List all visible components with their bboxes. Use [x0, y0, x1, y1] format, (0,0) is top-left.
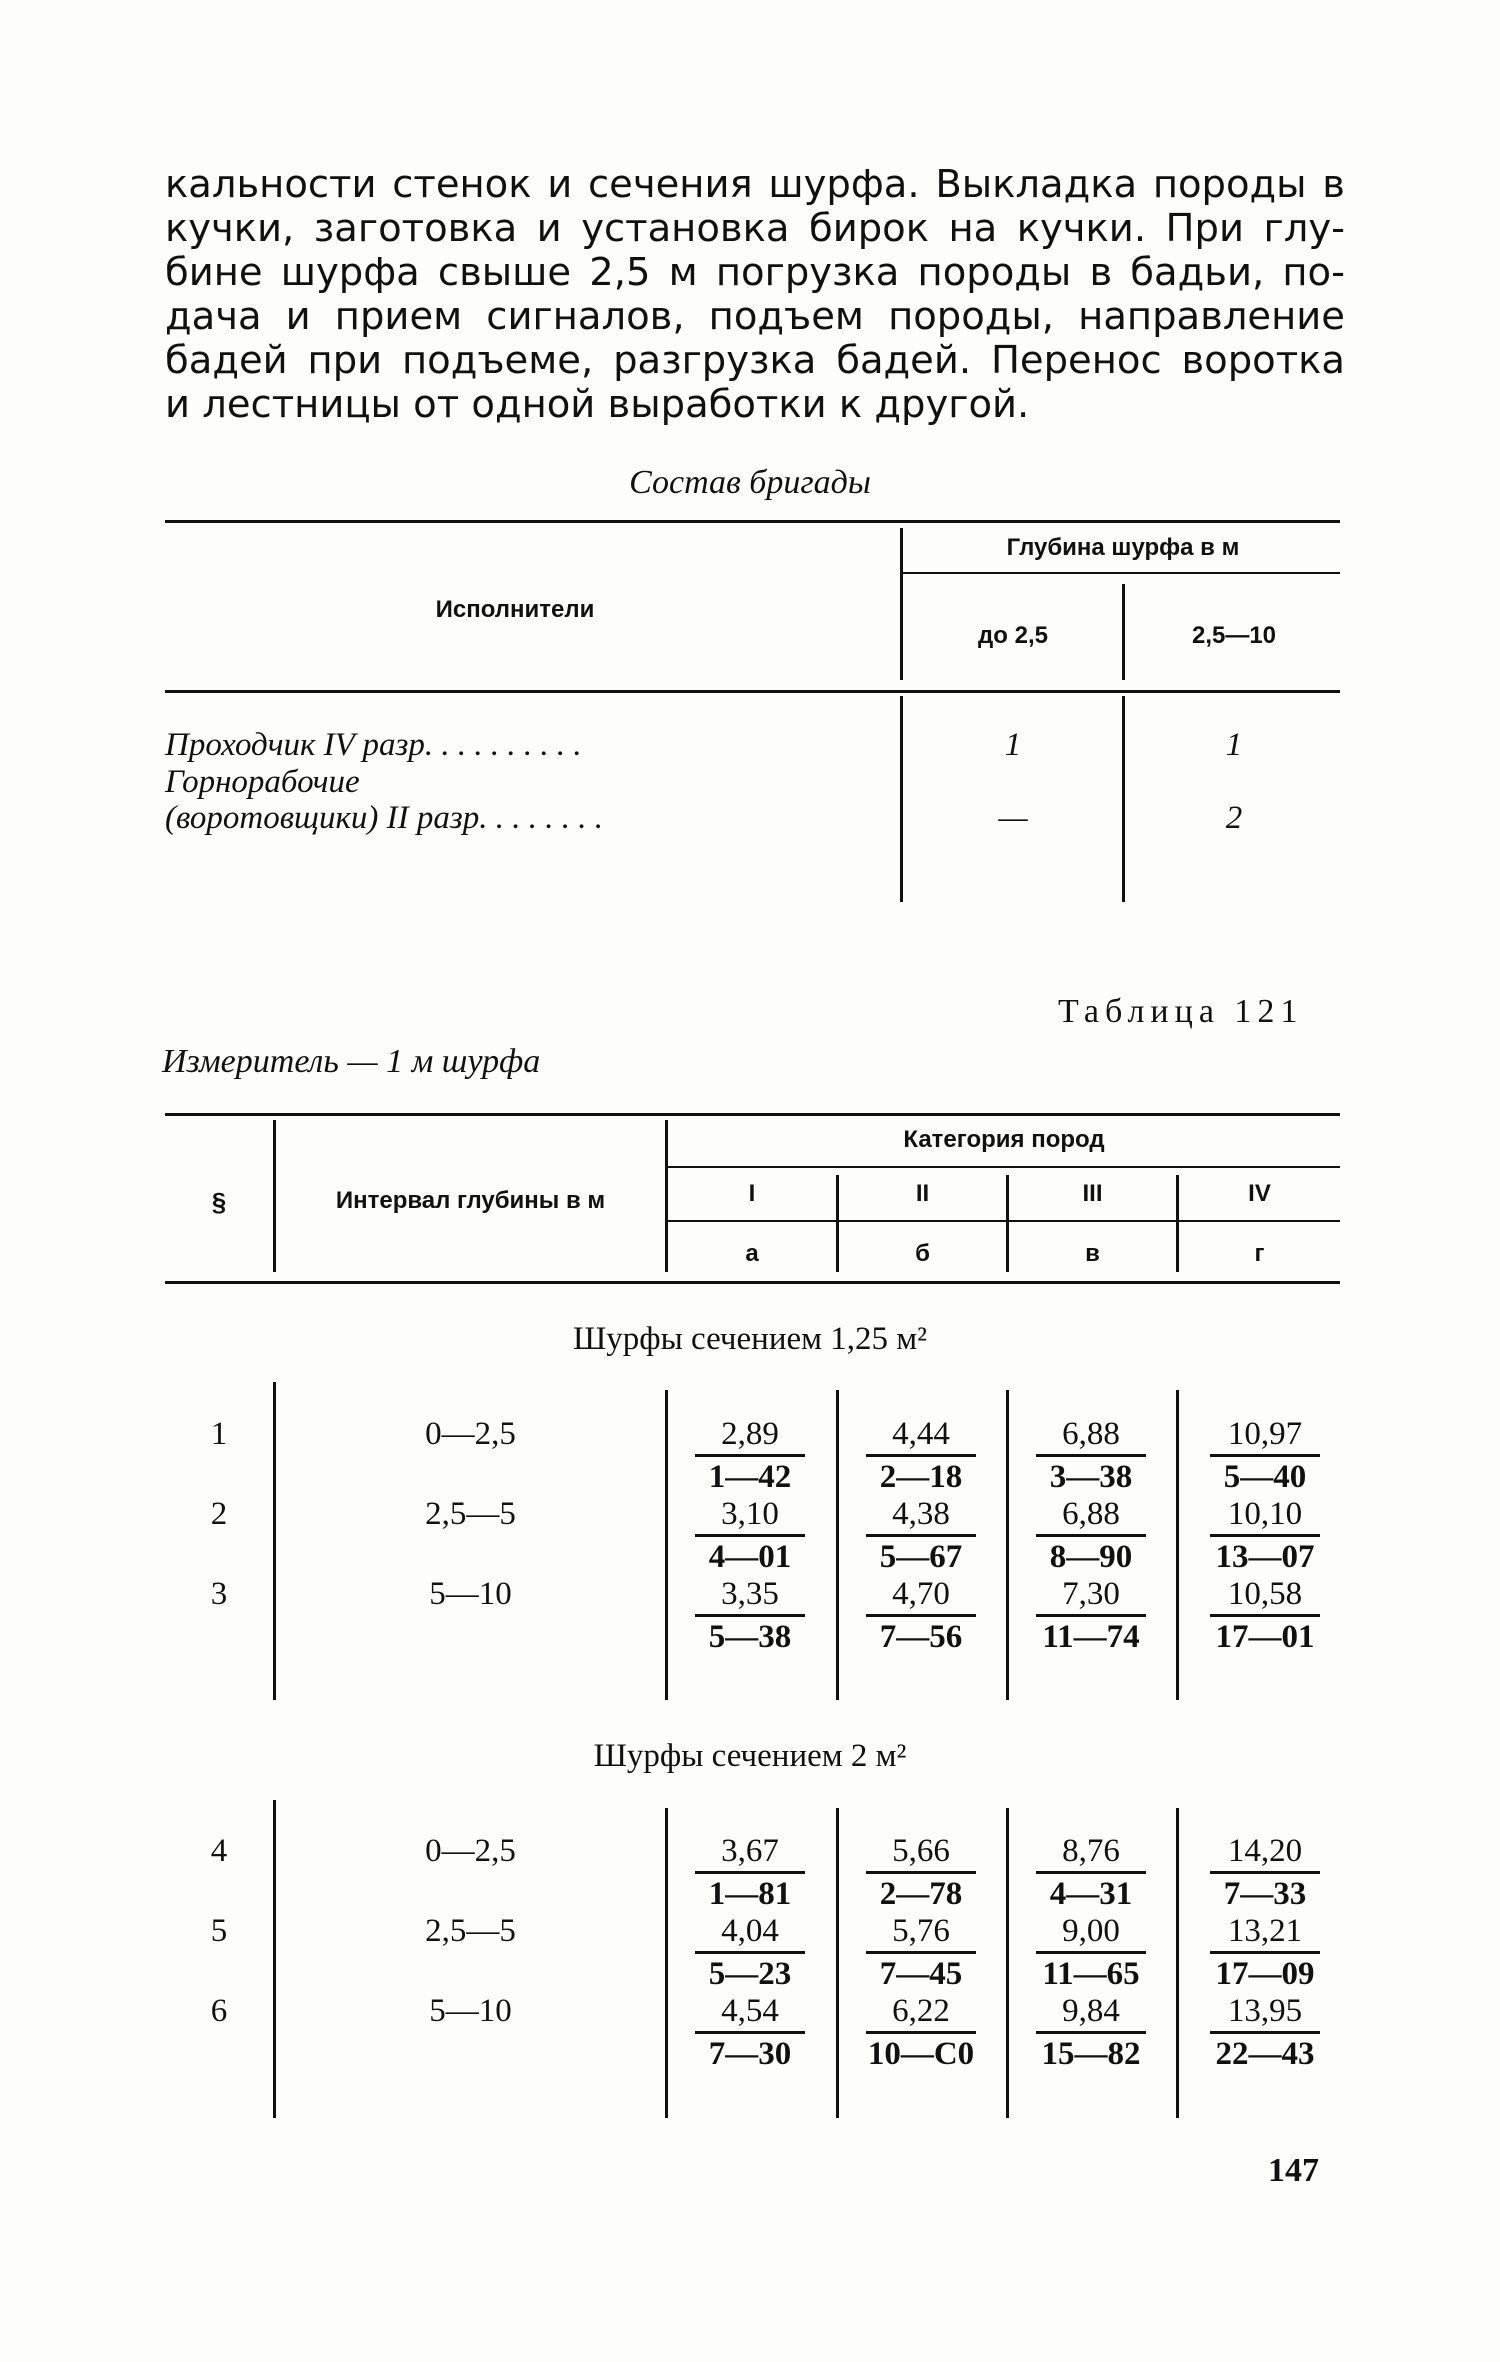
- table121-header-interval: Интервал глубины в м: [335, 1187, 606, 1214]
- crew-value: —: [998, 800, 1028, 836]
- table121-divider: [1006, 1390, 1009, 1700]
- crew-table-top-rule: [165, 520, 1340, 523]
- table121-divider: [1176, 1808, 1179, 2118]
- rate-cell: $\frac{4,04}{5—23}$: [695, 1913, 805, 1992]
- crew-header-col-b: 2,5—10: [1191, 622, 1277, 649]
- rate-cell: $\frac{4,44}{2—18}$: [866, 1416, 976, 1495]
- paragraph-line: кучки, заготовка и установка бирок на кучки. При глу-: [165, 206, 1345, 251]
- group-title: Шурфы сечением 1,25 м²: [572, 1321, 928, 1357]
- rate-cell: $\frac{6,88}{3—38}$: [1036, 1416, 1146, 1495]
- rate-cell: 6,22 10—С0: [867, 1993, 975, 2072]
- paragraph-line: бадей при подъеме, разгрузка бадей. Перенос воротка: [165, 338, 1345, 383]
- rate-cell: $\frac{13,95}{22—43}$: [1210, 1993, 1320, 2072]
- crew-table-divider: [900, 528, 903, 680]
- crew-value: 2: [1225, 800, 1243, 836]
- row-interval: 0—2,5: [425, 1416, 516, 1452]
- table121-category-II: II: [915, 1180, 930, 1207]
- paragraph-line: и лестницы от одной выработки к другой.: [165, 382, 1030, 427]
- rate-cell: $\frac{10,58}{17—01}$: [1210, 1576, 1320, 1655]
- crew-value: 1: [1225, 727, 1243, 763]
- table121-letter-b: б: [915, 1240, 930, 1267]
- rate-cell: $\frac{10,97}{5—40}$: [1210, 1416, 1320, 1495]
- crew-value: 1: [1004, 727, 1022, 763]
- rate-cell: $\frac{2,89}{1—42}$: [695, 1416, 805, 1495]
- table121-divider: [836, 1390, 839, 1700]
- rate-cell: $\frac{3,10}{4—01}$: [695, 1496, 805, 1575]
- crew-table-divider: [1122, 696, 1125, 902]
- table-number: Таблица 121: [1058, 993, 1304, 1030]
- body-paragraph: [165, 163, 1345, 427]
- table121-letter-v: в: [1085, 1240, 1100, 1267]
- rate-cell: $\frac{4,70}{7—56}$: [866, 1576, 976, 1655]
- crew-row-label: Проходчик IV разр. . . . . . . . . .: [165, 727, 582, 763]
- table121-top-rule: [165, 1113, 1340, 1116]
- group-title: Шурфы сечением 2 м²: [593, 1738, 907, 1774]
- table121-divider: [665, 1808, 668, 2118]
- crew-row-label: Горнорабочие: [165, 764, 360, 800]
- row-interval: 5—10: [429, 1576, 512, 1612]
- row-interval: 0—2,5: [425, 1833, 516, 1869]
- table121-divider: [836, 1808, 839, 2118]
- table121-letter-a: а: [745, 1240, 759, 1267]
- row-number: 1: [210, 1416, 228, 1452]
- table121-category-I: I: [748, 1180, 756, 1207]
- rate-cell: $\frac{7,30}{11—74}$: [1036, 1576, 1146, 1655]
- row-interval: 2,5—5: [425, 1913, 516, 1949]
- table121-letter-g: г: [1254, 1240, 1265, 1267]
- table121-divider: [1176, 1390, 1179, 1700]
- rate-cell: $\frac{14,20}{7—33}$: [1210, 1833, 1320, 1912]
- table121-header-section: §: [211, 1187, 227, 1217]
- crew-table-caption: Состав бригады: [629, 464, 871, 501]
- crew-header-performers: Исполнители: [435, 596, 595, 623]
- crew-header-depth: Глубина шурфа в м: [1006, 534, 1240, 561]
- rate-cell: $\frac{4,54}{7—30}$: [695, 1993, 805, 2072]
- crew-row-label: (воротовщики) II разр. . . . . . . .: [165, 800, 603, 836]
- table121-category-III: III: [1082, 1180, 1103, 1207]
- table121-category-IV: IV: [1248, 1180, 1271, 1207]
- crew-table-divider: [900, 696, 903, 902]
- paragraph-line: кальности стенок и сечения шурфа. Выкладка породы в: [165, 162, 1345, 207]
- table121-header-rule: [165, 1281, 1340, 1284]
- rate-cell: $\frac{13,21}{17—09}$: [1210, 1913, 1320, 1992]
- rate-cell: $\frac{4,38}{5—67}$: [866, 1496, 976, 1575]
- crew-table-header-rule: [165, 690, 1340, 693]
- rate-cell: $\frac{10,10}{13—07}$: [1210, 1496, 1320, 1575]
- table121-category-rule: [667, 1166, 1340, 1168]
- rate-cell: $\frac{9,00}{11—65}$: [1036, 1913, 1146, 1992]
- paragraph-line: бине шурфа свыше 2,5 м погрузка породы в бадьи, по-: [165, 250, 1345, 295]
- measure-unit: Измеритель — 1 м шурфа: [162, 1043, 541, 1080]
- table121-header-category: Категория пород: [903, 1126, 1105, 1153]
- row-interval: 2,5—5: [425, 1496, 516, 1532]
- rate-cell: $\frac{5,76}{7—45}$: [866, 1913, 976, 1992]
- row-number: 6: [210, 1993, 228, 2029]
- crew-table-depth-rule: [902, 572, 1340, 574]
- rate-cell: $\frac{5,66}{2—78}$: [866, 1833, 976, 1912]
- row-number: 3: [210, 1576, 228, 1612]
- rate-cell: $\frac{3,35}{5—38}$: [695, 1576, 805, 1655]
- rate-cell: $\frac{8,76}{4—31}$: [1036, 1833, 1146, 1912]
- paragraph-line: дача и прием сигналов, подъем породы, направление: [165, 294, 1345, 339]
- row-number: 4: [210, 1833, 228, 1869]
- row-number: 2: [210, 1496, 228, 1532]
- table121-roman-rule: [667, 1220, 1340, 1222]
- row-number: 5: [210, 1913, 228, 1949]
- table121-divider: [1006, 1808, 1009, 2118]
- table121-divider: [665, 1390, 668, 1700]
- rate-cell: $\frac{3,67}{1—81}$: [695, 1833, 805, 1912]
- page-number: 147: [1268, 2152, 1319, 2189]
- rate-cell: $\frac{6,88}{8—90}$: [1036, 1496, 1146, 1575]
- row-interval: 5—10: [429, 1993, 512, 2029]
- crew-header-col-a: до 2,5: [978, 622, 1048, 649]
- crew-table-divider: [1122, 584, 1125, 680]
- rate-cell: $\frac{9,84}{15—82}$: [1036, 1993, 1146, 2072]
